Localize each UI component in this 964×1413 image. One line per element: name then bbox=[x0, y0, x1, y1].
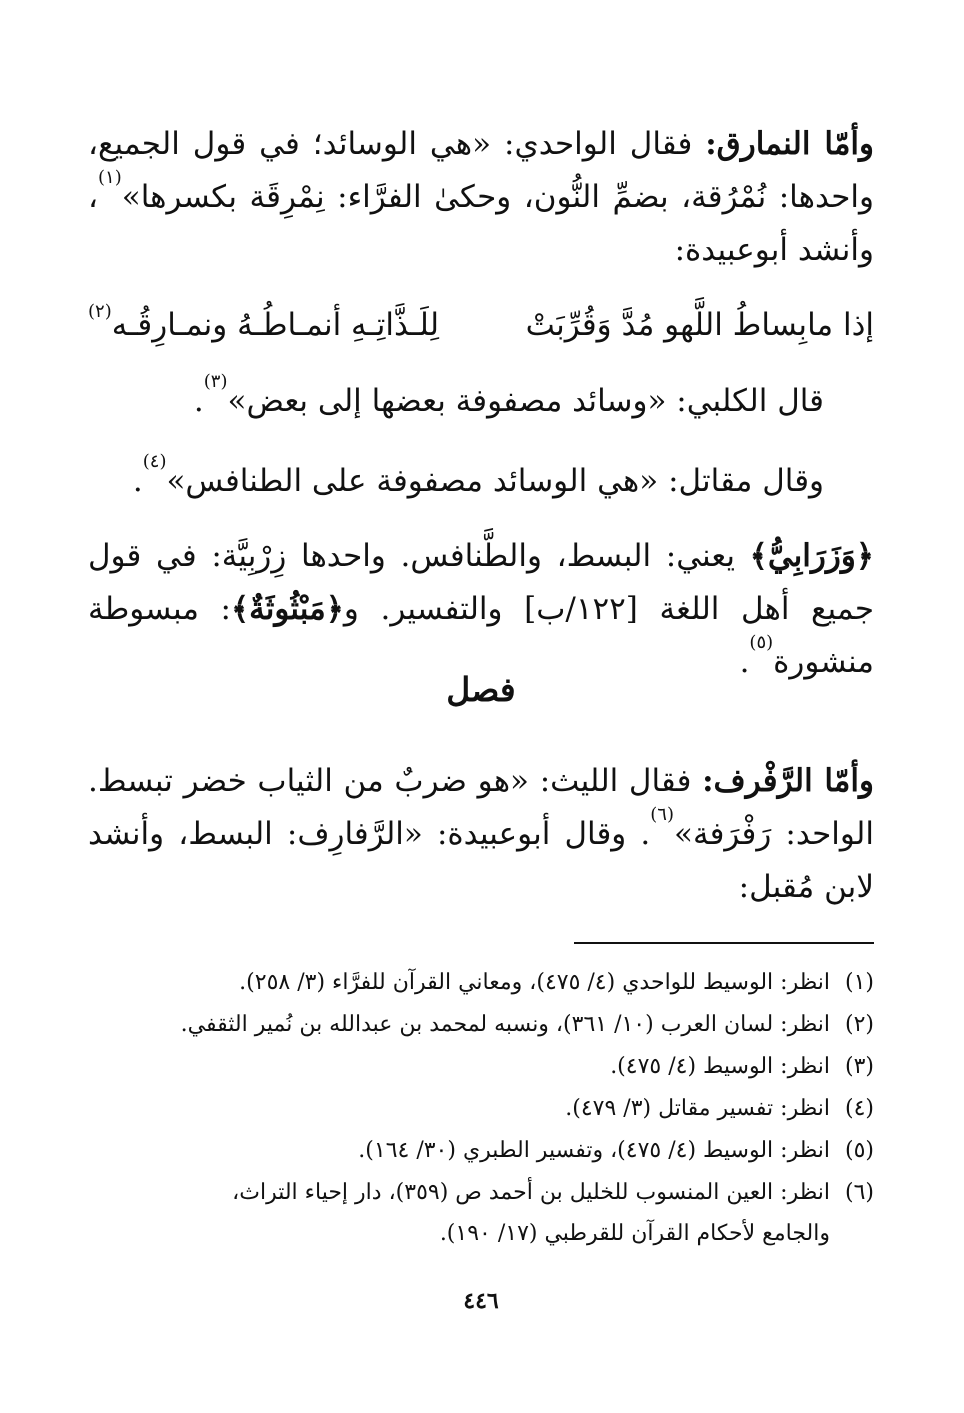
footnote-ref-4[interactable]: (٤) bbox=[142, 451, 167, 472]
term-namariq: وأمّا النمارق: bbox=[705, 126, 875, 162]
paragraph-text: فقال الواحدي: «هي الوسائد؛ في قول الجميع، واحدها: نُمْرُقة، بضمِّ النُّون، وحكىٰ الفرَّاء: نِمْرِقَة بكسرها» bbox=[88, 126, 874, 215]
paragraph-text: فقال الليث: «هو ضربٌ من الثياب خضر تبسط. الواحد: رَفْرَفة» bbox=[88, 763, 874, 852]
paragraph-text-tail: . bbox=[739, 644, 750, 680]
footnote-6 bbox=[88, 1172, 874, 1254]
footnote-text: انظر: لسان العرب (١٠/ ٣٦١)، ونسبه لمحمد بن عبدالله بن نُمير الثقفي. bbox=[180, 1012, 830, 1037]
paragraph-text: قال الكلبي: «وسائد مصفوفة بعضها إلى بعض» bbox=[227, 383, 824, 419]
footnote-text: انظر: الوسيط للواحدي (٤/ ٤٧٥)، ومعاني القرآن للفرَّاء (٣/ ٢٥٨). bbox=[239, 970, 830, 995]
footnote-1 bbox=[88, 962, 874, 1003]
footnote-3 bbox=[88, 1046, 874, 1087]
footnote-separator bbox=[574, 942, 874, 944]
quran-term-zarabi: ﴿وَزَرَابِيُّ﴾ bbox=[749, 538, 874, 574]
footnote-number: (٥) bbox=[844, 1138, 874, 1163]
footnote-ref-6[interactable]: (٦) bbox=[650, 804, 674, 825]
poetry-verse bbox=[88, 301, 874, 345]
paragraph-text-tail: ، وأنشد أبوعبيدة: bbox=[88, 179, 874, 268]
paragraph-text: يعني: البسط، والطَّنافس. واحدها زِرْبِيَّة: في قول جميع أهل اللغة [١٢٢/ب] والتفسير. و bbox=[88, 538, 874, 627]
footnote-5 bbox=[88, 1130, 874, 1171]
footnote-ref-5[interactable]: (٥) bbox=[749, 632, 774, 653]
paragraph-zarabi bbox=[88, 530, 874, 689]
term-rafraf: وأمّا الرَّفْرف: bbox=[702, 763, 874, 799]
footnote-number: (٤) bbox=[844, 1096, 874, 1121]
paragraph-kalbi bbox=[88, 371, 874, 428]
paragraph-text: وقال مقاتل: «هي الوسائد مصفوفة على الطنافس» bbox=[166, 463, 824, 499]
verse-first-hemistich: إذا مابِساطُ اللَّهو مُدَّ وَقُرِّبَتْ bbox=[525, 307, 874, 343]
footnote-text: انظر: تفسير مقاتل (٣/ ٤٧٩). bbox=[565, 1096, 830, 1121]
footnote-ref-1[interactable]: (١) bbox=[98, 167, 122, 188]
footnote-ref-3[interactable]: (٣) bbox=[203, 371, 228, 392]
paragraph-rafraf bbox=[88, 755, 874, 914]
verse-second-hemistich bbox=[88, 301, 440, 345]
section-heading: فصل bbox=[446, 670, 516, 709]
footnote-text-continued: والجامع لأحكام القرآن للقرطبي (١٧/ ١٩٠). bbox=[439, 1221, 830, 1246]
paragraph-text-tail: . bbox=[132, 463, 143, 499]
paragraph-muqatil bbox=[88, 451, 874, 508]
footnote-number: (٦) bbox=[844, 1180, 874, 1205]
paragraph-text-tail: . وقال أبوعبيدة: «الرَّفارِف: البسط، وأنشد لابن مُقبل: bbox=[88, 816, 874, 905]
footnote-number: (٣) bbox=[844, 1054, 874, 1079]
footnote-text: انظر: الوسيط (٤/ ٤٧٥). bbox=[610, 1054, 830, 1079]
paragraph-namariq bbox=[88, 118, 874, 277]
verse-second-text: لِلَـذَّاتِـهِ أنمـاطُـهُ ونمـارِقُـه bbox=[111, 307, 440, 343]
page-number: ٤٤٦ bbox=[463, 1288, 499, 1314]
footnote-ref-2[interactable]: (٢) bbox=[88, 301, 112, 322]
page-content bbox=[88, 0, 874, 1413]
paragraph-text-2: : مبسوطة منشورة bbox=[88, 591, 874, 680]
footnote-2 bbox=[88, 1004, 874, 1045]
footnote-text: انظر: العين المنسوب للخليل بن أحمد ص (٣٥٩)، دار إحياء التراث، bbox=[232, 1180, 830, 1205]
footnote-4 bbox=[88, 1088, 874, 1129]
footnote-text: انظر: الوسيط (٤/ ٤٧٥)، وتفسير الطبري (٣٠/ ١٦٤). bbox=[358, 1138, 830, 1163]
footnote-number: (٢) bbox=[844, 1012, 874, 1037]
paragraph-text-tail: . bbox=[193, 383, 204, 419]
footnote-number: (١) bbox=[844, 970, 874, 995]
quran-term-mabthutha: ﴿مَبْثُوثَةٌ﴾ bbox=[230, 591, 344, 627]
